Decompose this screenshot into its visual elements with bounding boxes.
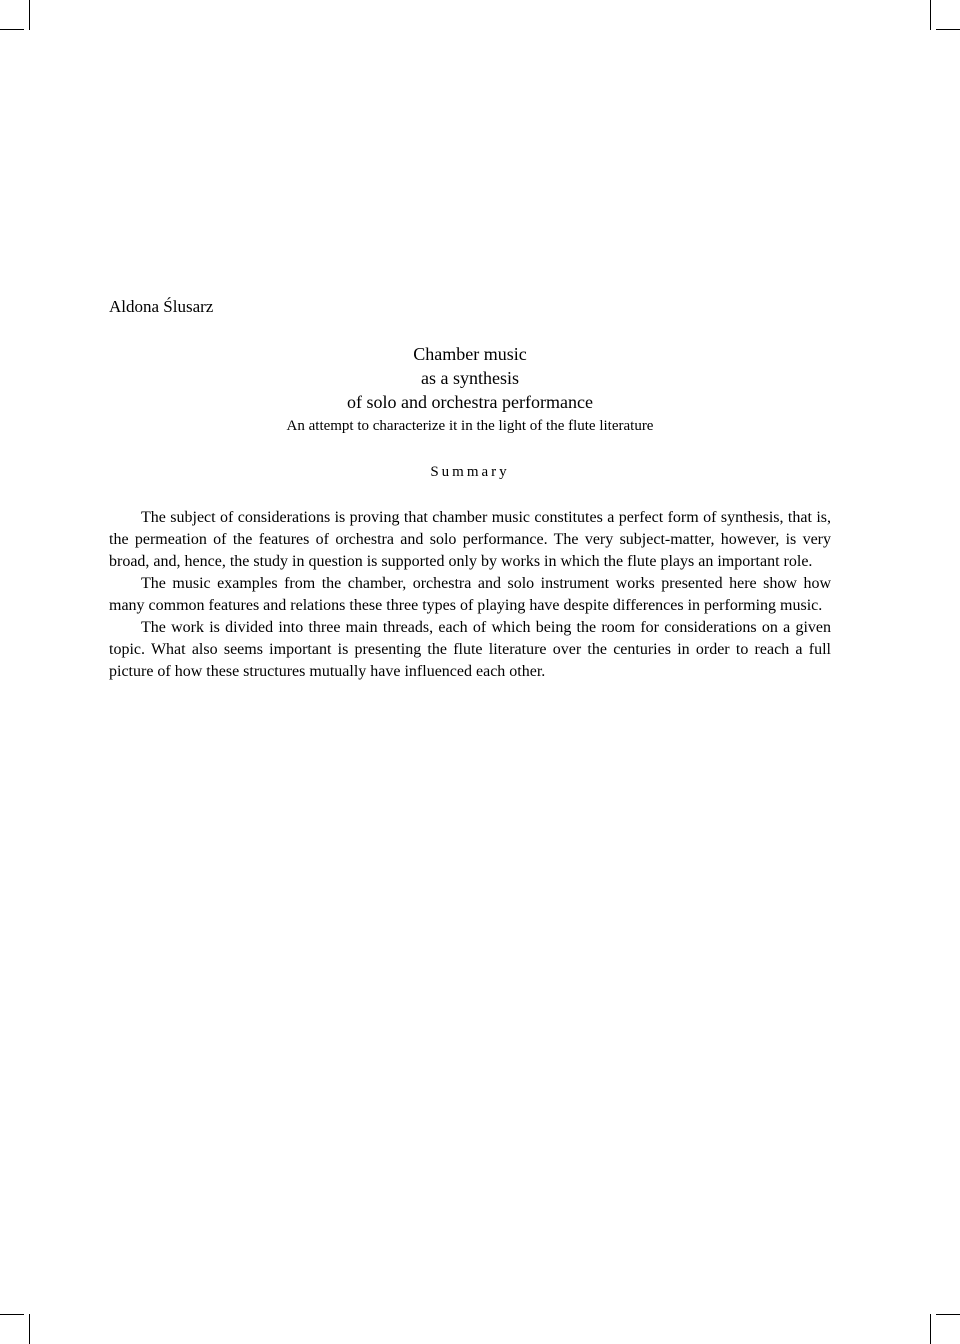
crop-mark-top-right-vertical (930, 0, 931, 30)
crop-mark-top-left-horizontal (0, 29, 24, 30)
crop-mark-bottom-left-vertical (29, 1314, 30, 1344)
crop-mark-top-left-vertical (29, 0, 30, 30)
article-subtitle: An attempt to characterize it in the light of the flute literature (286, 418, 654, 434)
summary-body (109, 507, 831, 683)
summary-paragraph: The work is divided into three main threads, each of which being the room for considerations on a given topic. What also seems important is presenting the flute literature over the centuries in order to reach a full picture of how these structures mutually have influenced each other. (109, 619, 831, 680)
crop-mark-top-right-horizontal (936, 29, 960, 30)
title-line: of solo and orchestra performance (347, 392, 593, 412)
page-content (109, 296, 831, 683)
crop-mark-bottom-left-horizontal (0, 1314, 24, 1315)
summary-paragraph: The subject of considerations is proving that chamber music constitutes a perfect form of synthesis, that is, the permeation of the features of orchestra and solo performance. The very subject-matter, however, is very broad, and, hence, the study in question is supported only by works in which the flute plays an important role. (109, 509, 831, 570)
crop-mark-bottom-right-horizontal (936, 1314, 960, 1315)
title-line: Chamber music (413, 344, 527, 364)
summary-heading: Summary (430, 464, 510, 480)
author-name: Aldona Ślusarz (109, 297, 214, 316)
crop-mark-bottom-right-vertical (930, 1314, 931, 1344)
article-title (109, 342, 831, 414)
summary-paragraph: The music examples from the chamber, orchestra and solo instrument works presented here show how many common features and relations these three types of playing have despite differences in performing music. (109, 575, 831, 614)
title-line: as a synthesis (421, 368, 519, 388)
